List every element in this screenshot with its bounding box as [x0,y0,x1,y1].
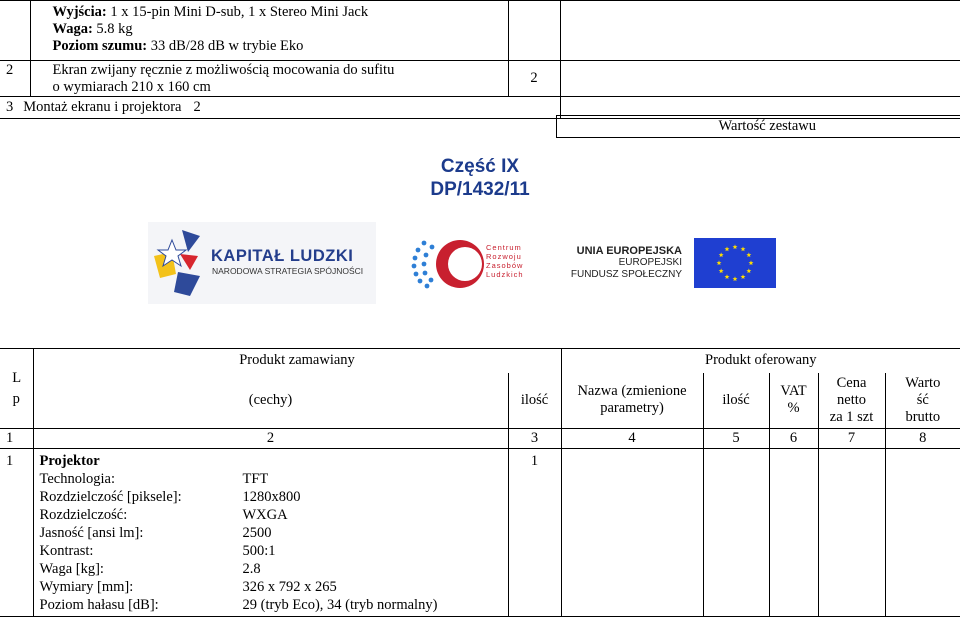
row-qty: 2 [508,61,560,97]
header-vat: VAT % [769,373,818,429]
top-spec-table [0,0,960,119]
eu-text: UNIA EUROPEJSKA EUROPEJSKI FUNDUSZ SPOŁECZNY [570,245,682,280]
header-qty-offered: ilość [703,373,769,429]
spec-line: Poziom hałasu [dB]: 29 (tryb Eco), 34 (tryb normalny) [39,597,438,613]
header-lp: Lp [0,349,33,429]
spec-line-outputs: Wyjścia: 1 x 15-pin Mini D-sub, 1 x Stereo Mini Jack [52,4,369,20]
table-row [0,449,960,617]
column-number: 5 [703,429,769,449]
header-ordered: Produkt zamawiany [33,349,561,373]
crzl-text: Centrum Rozwoju Zasobów Ludzkich [486,243,524,279]
spec-line: Jasność [ansi lm]: 2500 [39,525,272,541]
column-number: 3 [508,429,561,449]
total-value-box [556,115,960,138]
table-header-row [0,373,960,429]
item-spec [33,449,508,617]
column-number: 2 [33,429,508,449]
spec-line: Wymiary [mm]: 326 x 792 x 265 [39,579,337,595]
total-value-label: Wartość zestawu [718,118,816,134]
spec-line: Rozdzielczość [piksele]: 1280x800 [39,489,301,505]
column-number: 7 [818,429,885,449]
header-features: (cechy) [33,373,508,429]
logo-crzl [410,237,536,291]
spec-line-weight: Waga: 5.8 kg [52,21,133,37]
spec-line: Technologia: TFT [39,471,269,487]
item-qty: 1 [508,449,561,617]
header-unit-price: Cena netto za 1 szt [818,373,885,429]
kapital-ludzki-title: KAPITAŁ LUDZKI [211,247,354,265]
table-row [0,1,960,61]
item-lp: 1 [0,449,33,617]
crzl-emblem [410,237,488,291]
row-mount: 3 Montaż ekranu i projektora 2 [0,97,560,119]
row-lp: 2 [0,61,30,97]
section-heading [380,155,580,201]
section-title: Część IX [440,156,520,177]
row-name: Ekran zwijany ręcznie z możliwością mocowania do sufitu o wymiarach 210 x 160 cm [30,61,508,97]
section-code: DP/1432/11 [430,179,530,200]
logo-eu [570,235,778,291]
header-gross-value: Warto ść brutto [885,373,960,429]
column-number: 1 [0,429,33,449]
table-row [0,61,960,97]
column-number-row [0,429,960,449]
spec-line: Waga [kg]: 2.8 [39,561,261,577]
spec-line: Kontrast: 500:1 [39,543,276,559]
logo-kapital-ludzki [148,222,376,304]
item-title: Projektor [39,453,100,469]
spec-line-noise: Poziom szumu: 33 dB/28 dB w trybie Eko [52,38,304,54]
table-header-row [0,349,960,373]
header-offered: Produkt oferowany [561,349,960,373]
eu-flag-icon [694,238,776,288]
column-number: 8 [885,429,960,449]
main-product-table [0,348,960,617]
spec-line: Rozdzielczość: WXGA [39,507,288,523]
column-number: 6 [769,429,818,449]
column-number: 4 [561,429,703,449]
kapital-ludzki-subtitle: NARODOWA STRATEGIA SPÓJNOŚCI [212,266,364,276]
kapital-ludzki-emblem [150,226,206,298]
header-name-changed: Nazwa (zmienione parametry) [561,373,703,429]
header-qty: ilość [508,373,561,429]
